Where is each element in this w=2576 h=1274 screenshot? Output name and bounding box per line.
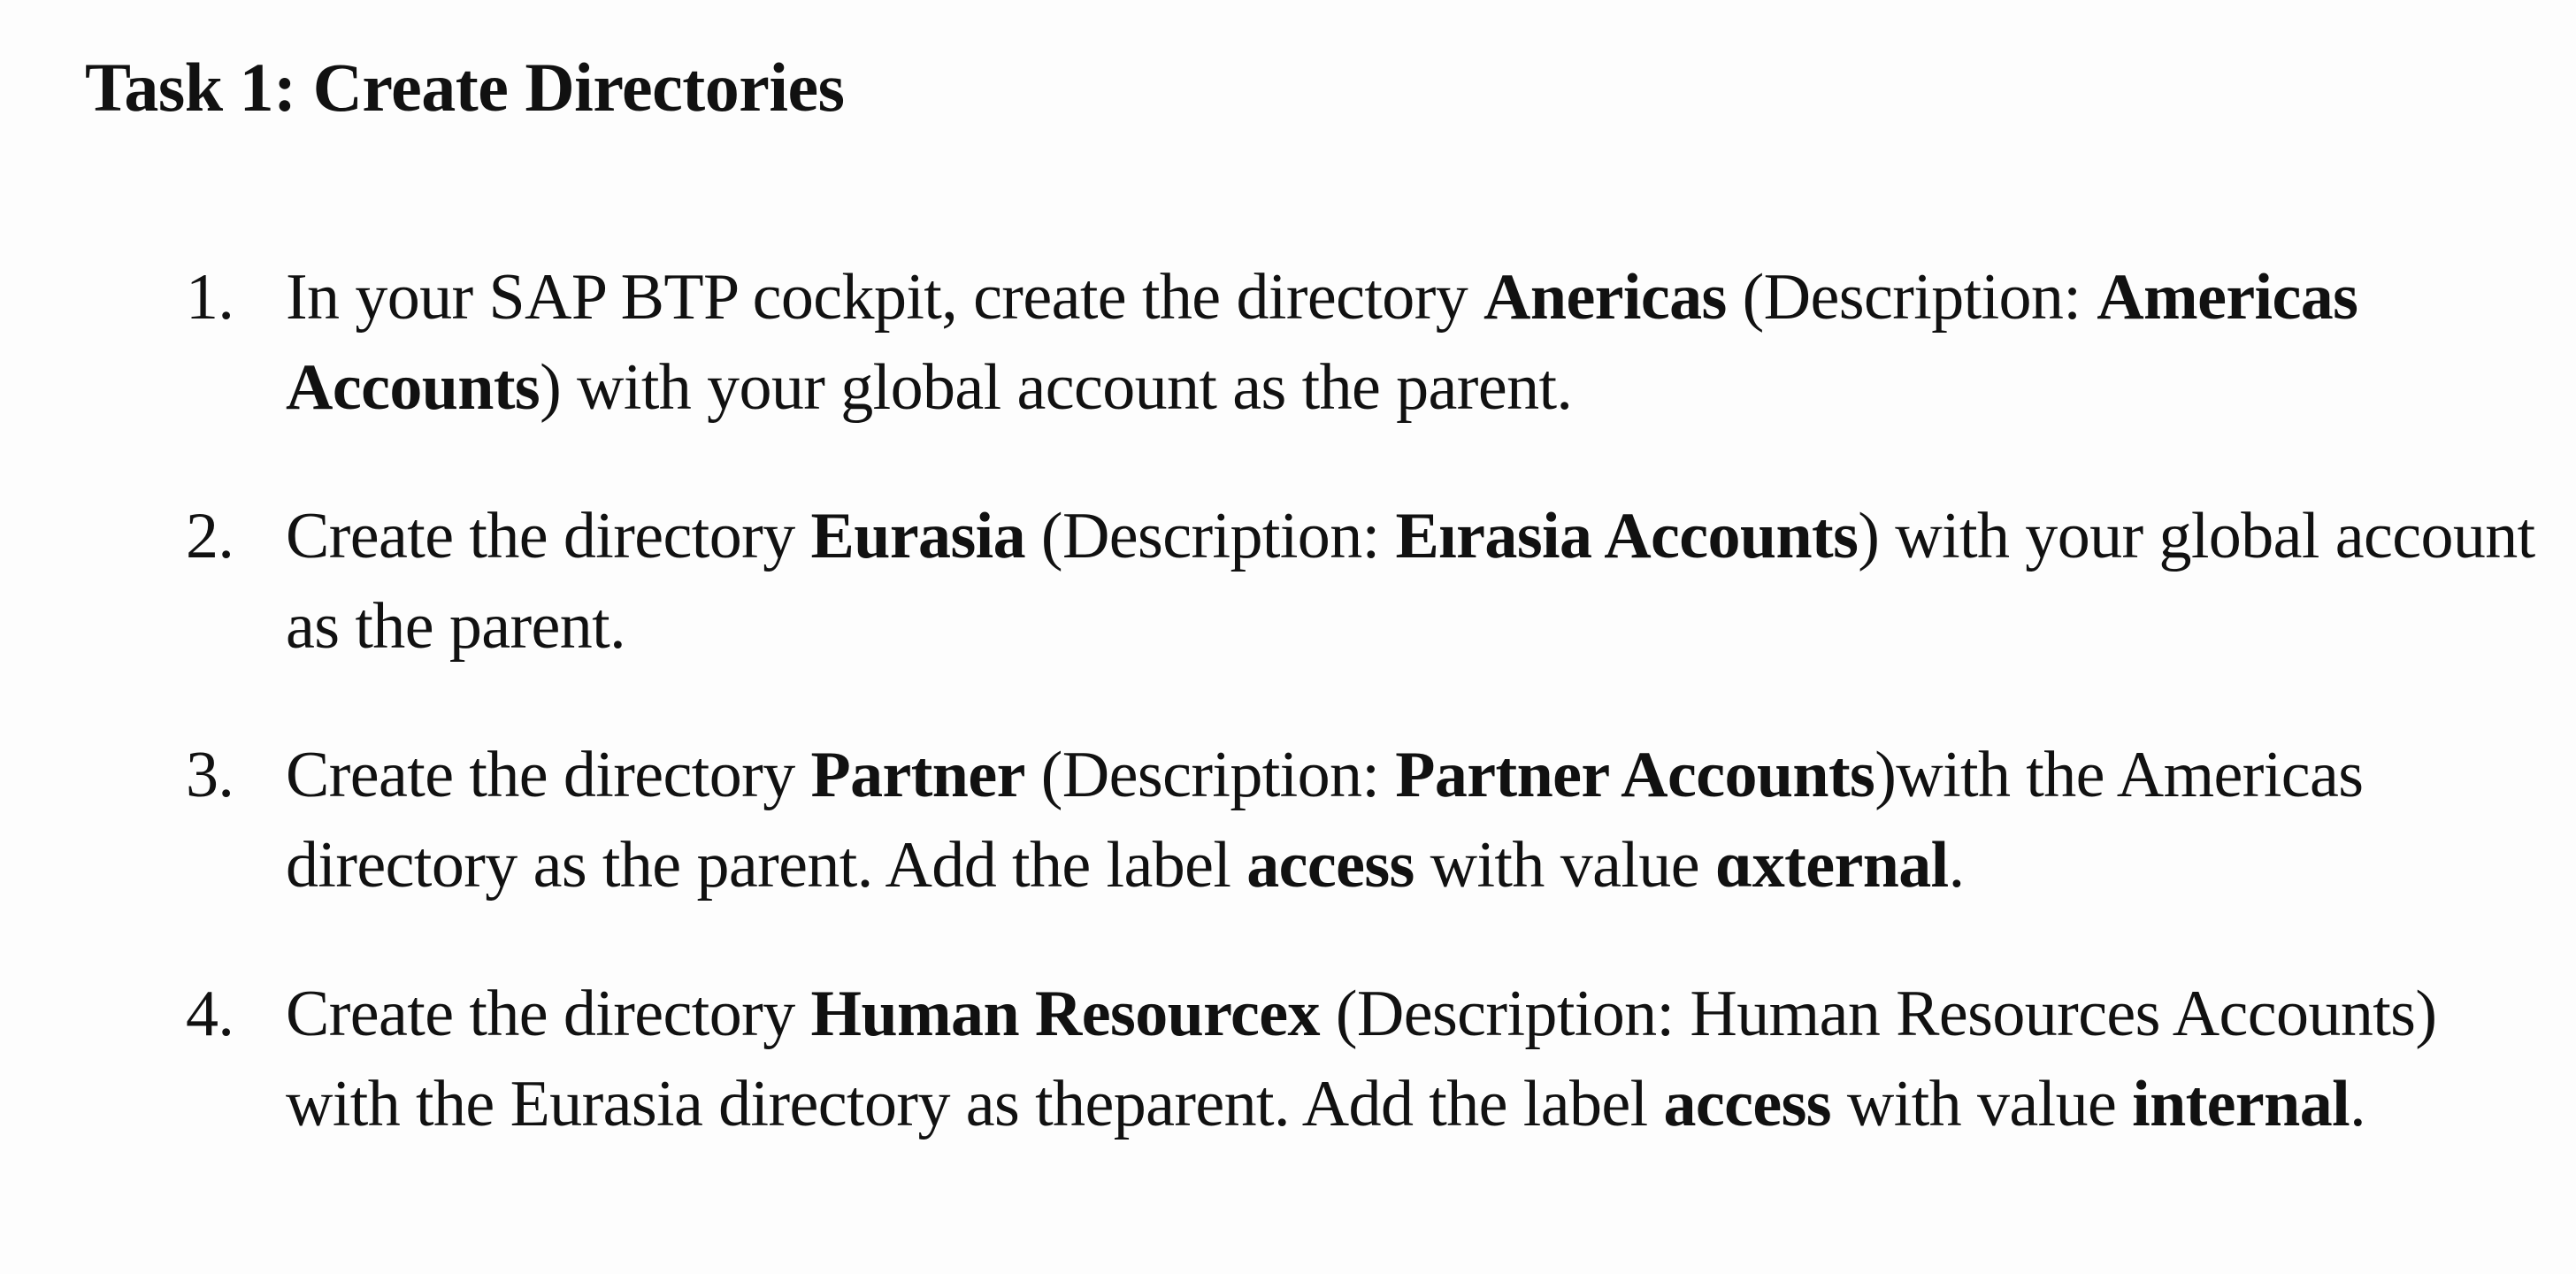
step-text-segment: . bbox=[2350, 1068, 2365, 1140]
step-number: 4. bbox=[186, 978, 234, 1050]
step-text-segment: ) with your global account as the parent. bbox=[540, 351, 1573, 424]
step-text-segment: )with the Americas directory as the parent. Add the label bbox=[286, 739, 2364, 902]
step-text-segment: ) with your global account as the parent. bbox=[286, 500, 2535, 663]
step-2 bbox=[0, 491, 2576, 672]
task-title: Task 1: Create Directories bbox=[85, 49, 845, 126]
step-text-segment: Create the directory bbox=[286, 978, 811, 1050]
step-text-bold: Americas Accounts bbox=[286, 261, 2358, 424]
step-text-segment: . bbox=[1948, 829, 1965, 902]
step-text-segment: (Description: Human Resources Accounts) with the Eurasia directory as theparent. Add the label bbox=[286, 978, 2437, 1140]
step-number: 1. bbox=[186, 261, 234, 334]
step-text-segment: (Description: bbox=[1024, 739, 1396, 811]
step-text-segment: Create the directory bbox=[286, 500, 811, 572]
step-text bbox=[286, 969, 2541, 1149]
step-text-bold: Anericas bbox=[1484, 261, 1727, 334]
step-text bbox=[286, 491, 2541, 672]
step-text-segment: with value bbox=[1831, 1068, 2133, 1140]
step-text-bold: Partner Accounts bbox=[1395, 739, 1875, 811]
step-text-segment: (Description: bbox=[1726, 261, 2097, 334]
step-text-bold: access bbox=[1246, 829, 1414, 902]
step-text-bold: access bbox=[1663, 1068, 1831, 1140]
step-1 bbox=[0, 252, 2576, 433]
step-4 bbox=[0, 969, 2576, 1149]
step-text-bold: Eırasia Accounts bbox=[1395, 500, 1859, 572]
step-text-bold: internal bbox=[2132, 1068, 2350, 1140]
step-number: 2. bbox=[186, 500, 234, 572]
steps-list bbox=[0, 252, 2576, 1208]
step-text-segment: with value bbox=[1414, 829, 1715, 902]
step-text-bold: ɑxternal bbox=[1714, 829, 1949, 902]
step-text-bold: Partner bbox=[810, 739, 1025, 811]
step-text bbox=[286, 252, 2541, 433]
step-text-segment: In your SAP BTP cockpit, create the directory bbox=[286, 261, 1484, 334]
step-number: 3. bbox=[186, 739, 234, 811]
step-text-bold: Eurasia bbox=[810, 500, 1026, 572]
step-text-segment: (Description: bbox=[1025, 500, 1396, 572]
step-text-segment: Create the directory bbox=[286, 739, 811, 811]
step-text bbox=[286, 730, 2541, 910]
step-text-bold: Human Resourcex bbox=[810, 978, 1320, 1050]
step-3 bbox=[0, 730, 2576, 910]
